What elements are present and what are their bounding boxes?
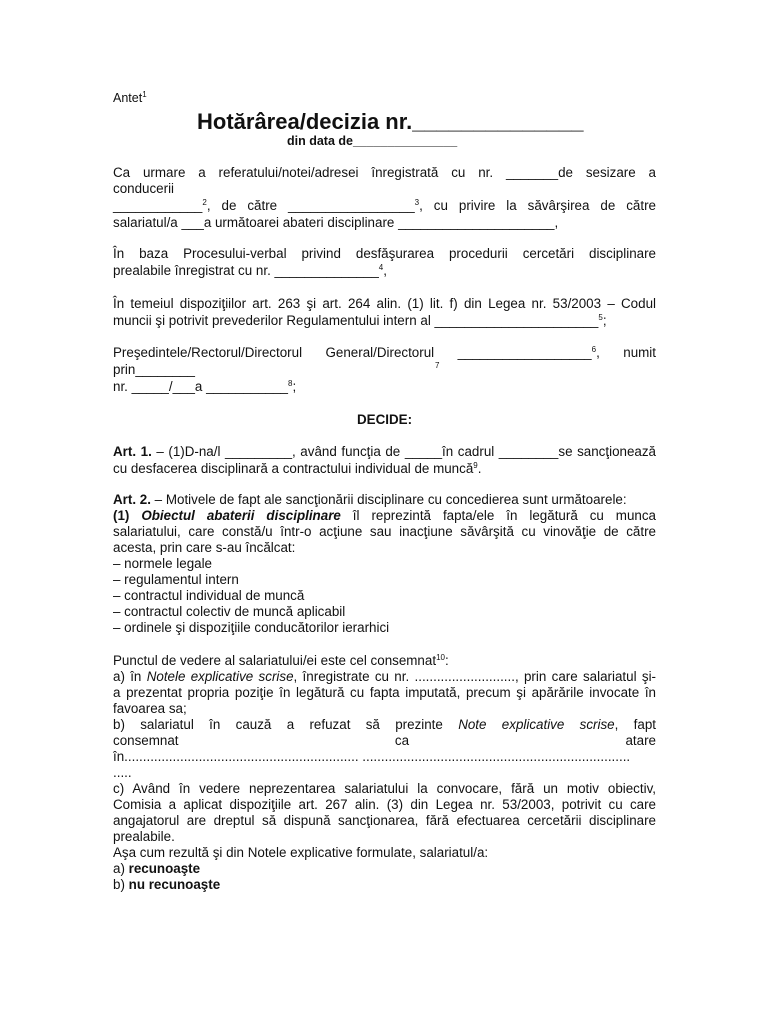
viewpoint-b-line-1: b) salariatul în cauză a refuzat să prezinte Note explicative scrise, fapt bbox=[113, 717, 657, 732]
document-title: Hotărârea/decizia nr.______________ bbox=[197, 109, 584, 134]
list-item: – regulamentul intern bbox=[113, 572, 239, 587]
viewpoint-b-line-2: consemnat ca atare bbox=[113, 733, 656, 748]
paragraph-1-line-4: salariatul/a ___a următoarei abateri disciplinare _____________________, bbox=[113, 215, 559, 230]
viewpoint-c-line-2: Comisia a aplicat dispoziţiile art. 267 alin. (3) din Legea nr. 53/2003, potrivit cu care bbox=[113, 797, 656, 812]
paragraph-1-line-1: Ca urmare a referatului/notei/adresei înregistrată cu nr. _______de sesizare a bbox=[113, 165, 656, 180]
conclusion-line: Aşa cum rezultă şi din Notele explicative formulate, salariatul/a: bbox=[113, 845, 489, 860]
viewpoint-a-line-1: a) în Notele explicative scrise, înregistrate cu nr. ..........................., prin care salariatul şi- bbox=[113, 669, 657, 684]
viewpoint-heading: Punctul de vedere al salariatului/ei este cel consemnat$^{10}$: bbox=[113, 653, 449, 668]
paragraph-3-line-1: În temeiul dispoziţiilor art. 263 şi art. 264 alin. (1) lit. f) din Legea nr. 53/2003 – Codul bbox=[113, 296, 656, 311]
viewpoint-a-line-2: a prezentat propria poziţie în legătură cu fapta imputată, precum şi apărările invocate în bbox=[113, 685, 656, 700]
document-date: din data de_______________ bbox=[287, 134, 458, 148]
list-item: – contractul colectiv de muncă aplicabil bbox=[113, 604, 346, 619]
decide-heading: DECIDE: bbox=[356, 412, 413, 427]
paragraph-1-line-3: ____________$^2$, de către _________________$^3$, cu privire la săvârşirea de către bbox=[113, 198, 656, 213]
paragraph-1-line-2: conducerii bbox=[113, 181, 175, 196]
option-b: b) nu recunoaşte bbox=[113, 877, 221, 892]
option-a: a) recunoaşte bbox=[113, 861, 201, 876]
viewpoint-c-line-3: angajatorul are dreptul să dispună sancţionarea, fără efectuarea cercetării disciplinare bbox=[113, 813, 656, 828]
footnote-ref-7: 7 bbox=[435, 361, 440, 370]
art-1-line-2: cu desfacerea disciplinară a contractului individual de muncă$^9$. bbox=[113, 461, 482, 476]
list-item: – normele legale bbox=[113, 556, 213, 571]
paragraph-2-line-1: În baza Procesului-verbal privind desfăşurarea procedurii cercetări disciplinare bbox=[113, 246, 656, 261]
art-2-subsection-line-3: acesta, prin care s-au încălcat: bbox=[113, 540, 296, 555]
paragraph-3-line-2: muncii şi potrivit prevederilor Regulamentului intern al ______________________$^5$; bbox=[113, 313, 607, 328]
paragraph-2-line-2: prealabile înregistrat cu nr. ______________$^4$, bbox=[113, 263, 387, 278]
art-1-line-1: Art. 1. – (1)D-na/l _________, având funcţia de _____în cadrul ________se sancţionează bbox=[113, 444, 656, 459]
art-2-subsection-line-1: (1) Obiectul abaterii disciplinare îl reprezintă fapta/ele în legătură cu munca bbox=[113, 508, 657, 523]
viewpoint-c-line-1: c) Având în vedere neprezentarea salariatului la convocare, fără un motiv obiectiv, bbox=[113, 781, 656, 796]
list-item: – contractul individual de muncă bbox=[113, 588, 305, 603]
viewpoint-b-line-4: ..... bbox=[113, 765, 132, 780]
viewpoint-c-line-4: prealabile. bbox=[113, 829, 175, 844]
viewpoint-b-line-3: în............................................................... ........................................................................ bbox=[113, 749, 631, 764]
paragraph-4-line-3: nr. _____/___a ___________$^8$; bbox=[113, 379, 297, 394]
viewpoint-a-line-3: favoarea sa; bbox=[113, 701, 187, 716]
list-item: – ordinele şi dispoziţiile conducătorilor ierarhici bbox=[113, 620, 390, 635]
art-2-subsection-line-2: salariatului, care constă/u într-o acţiune sau inacţiune săvârşită cu vinovăţie de către bbox=[113, 524, 656, 539]
antet-label: Antet$^1$ bbox=[113, 90, 147, 105]
paragraph-4-line-2: prin________ bbox=[113, 362, 195, 377]
paragraph-4-line-1: Preşedintele/Rectorul/Directorul General/Directorul __________________$^6$, numit bbox=[113, 345, 657, 360]
art-2-line-1: Art. 2. – Motivele de fapt ale sancţionării disciplinare cu concedierea sunt următoarele: bbox=[113, 492, 627, 507]
